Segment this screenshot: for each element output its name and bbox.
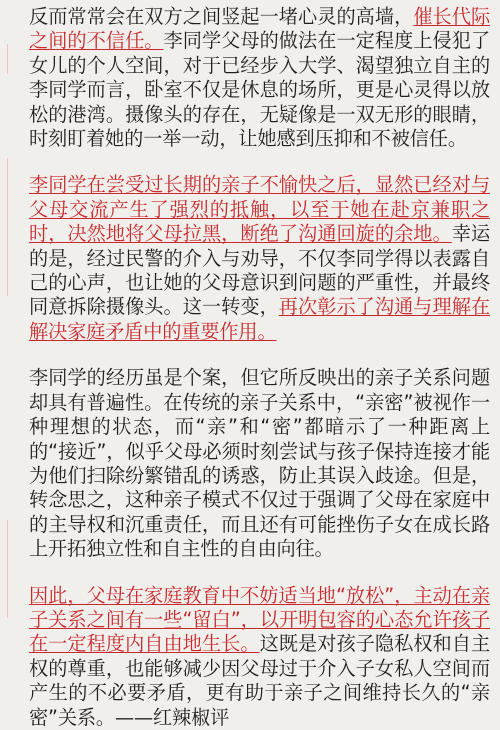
paragraph-1-text-1: 反而常常会在双方之间竖起一堵心灵的高墙， xyxy=(29,5,414,28)
margin-rule xyxy=(7,44,8,74)
margin-rule xyxy=(7,158,8,296)
margin-rule xyxy=(7,520,8,618)
paragraph-4 xyxy=(29,584,490,730)
paragraph-2 xyxy=(29,173,490,344)
paragraph-2-highlight-2: 再次彰示了沟通与理解在解决家庭矛盾中的重要作用。 xyxy=(29,295,490,343)
paragraph-2-highlight-1: 李同学在尝受过长期的亲子不愉快之后，显然已经对与父母交流产生了强烈的抵触，以至于她在赴京兼职之时，决然地将父母拉黑，断绝了沟通回旋的余地。 xyxy=(29,173,490,246)
paragraph-1-highlight: 催长代际之间的不信任。 xyxy=(29,5,490,53)
paragraph-3 xyxy=(29,366,490,561)
paragraph-4-highlight: 因此，父母在家庭教育中不妨适当地“放松”，主动在亲子关系之间有一些“留白”，以开明包容的心态允许孩子在一定程度内自由地生长。 xyxy=(29,583,490,656)
paragraph-2-text-1: 幸运的是，经过民警的介入与劝导，不仅李同学得以表露自己的心声，也让她的父母意识到问题的严重性，并最终同意拆除摄像头。这一转变， xyxy=(29,222,491,319)
paragraph-1-text-2: 李同学父母的做法在一定程度上侵犯了女儿的个人空间，对于已经步入大学、渴望独立自主的李同学而言，卧室不仅是休息的场所，更是心灵得以放松的港湾。摄像头的存在，无疑像是一双无形的眼睛，时刻盯着她的一举一动，让她感到压抑和不被信任。 xyxy=(29,29,491,151)
paragraph-3-text: 李同学的经历虽是个案，但它所反映出的亲子关系问题却具有普遍性。在传统的亲子关系中，“亲密”被视作一种理想的状态，而“亲”和“密”都暗示了一种距离上的“接近”，似乎父母必须时刻尝试与孩子保持连接才能为他们扫除纷繁错乱的诱惑，防止其误入歧途。但是，转念思之，这种亲子模式不仅过于强调了父母在家庭中的主导权和沉重责任，而且还有可能挫伤子女在成长路上开拓独立性和自主性的自由向往。 xyxy=(29,366,490,561)
paragraph-4-text: 这既是对孩子隐私权和自主权的尊重，也能够减少因父母过于介入子女私人空间而产生的不必要矛盾，更有助于亲子之间维持长久的“亲密”关系。——红辣椒评 xyxy=(29,632,491,729)
paragraph-1 xyxy=(29,5,490,151)
